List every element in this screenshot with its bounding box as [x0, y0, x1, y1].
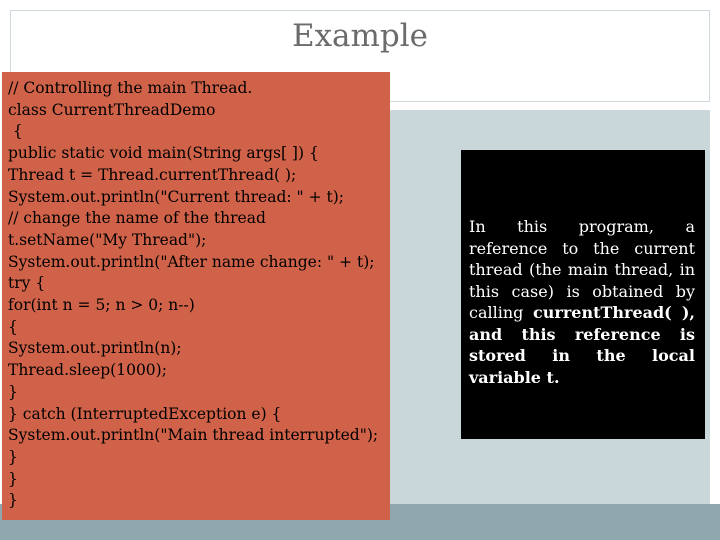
code-line: } catch (InterruptedException e) { [8, 404, 282, 423]
code-line: } [8, 382, 18, 401]
code-line: Thread.sleep(1000); [8, 361, 167, 380]
code-line: // Controlling the main Thread. [8, 79, 253, 97]
code-line: class CurrentThreadDemo [8, 100, 216, 119]
explanation-bold-text: currentThread( ), and this reference is stored in the local variable t. [469, 303, 695, 387]
code-line: System.out.println("After name change: " + t); [8, 252, 375, 271]
code-line: t.setName("My Thread"); [8, 230, 207, 249]
code-line: System.out.println(n); [8, 339, 182, 358]
code-line: } [8, 491, 18, 510]
code-line: try { [8, 274, 46, 293]
code-line: { [8, 122, 23, 141]
explanation-text [469, 216, 695, 388]
code-line: public static void main(String args[ ]) { [8, 144, 319, 163]
code-line: } [8, 447, 18, 466]
code-line: { [8, 317, 18, 336]
explanation-box [461, 150, 705, 439]
slide-title: Example [291, 18, 429, 54]
explanation-normal-text: In this program, a reference to the current thread (the main thread, in this case) is obtained by calling [469, 217, 695, 322]
code-line: System.out.println("Main thread interrupted"); [8, 426, 379, 445]
code-line: } [8, 469, 18, 488]
code-line: for(int n = 5; n > 0; n--) [8, 296, 195, 315]
code-line: System.out.println("Current thread: " + t); [8, 187, 344, 206]
code-line: Thread t = Thread.currentThread( ); [8, 165, 297, 184]
code-block [2, 72, 390, 520]
code-line: // change the name of the thread [8, 209, 266, 228]
